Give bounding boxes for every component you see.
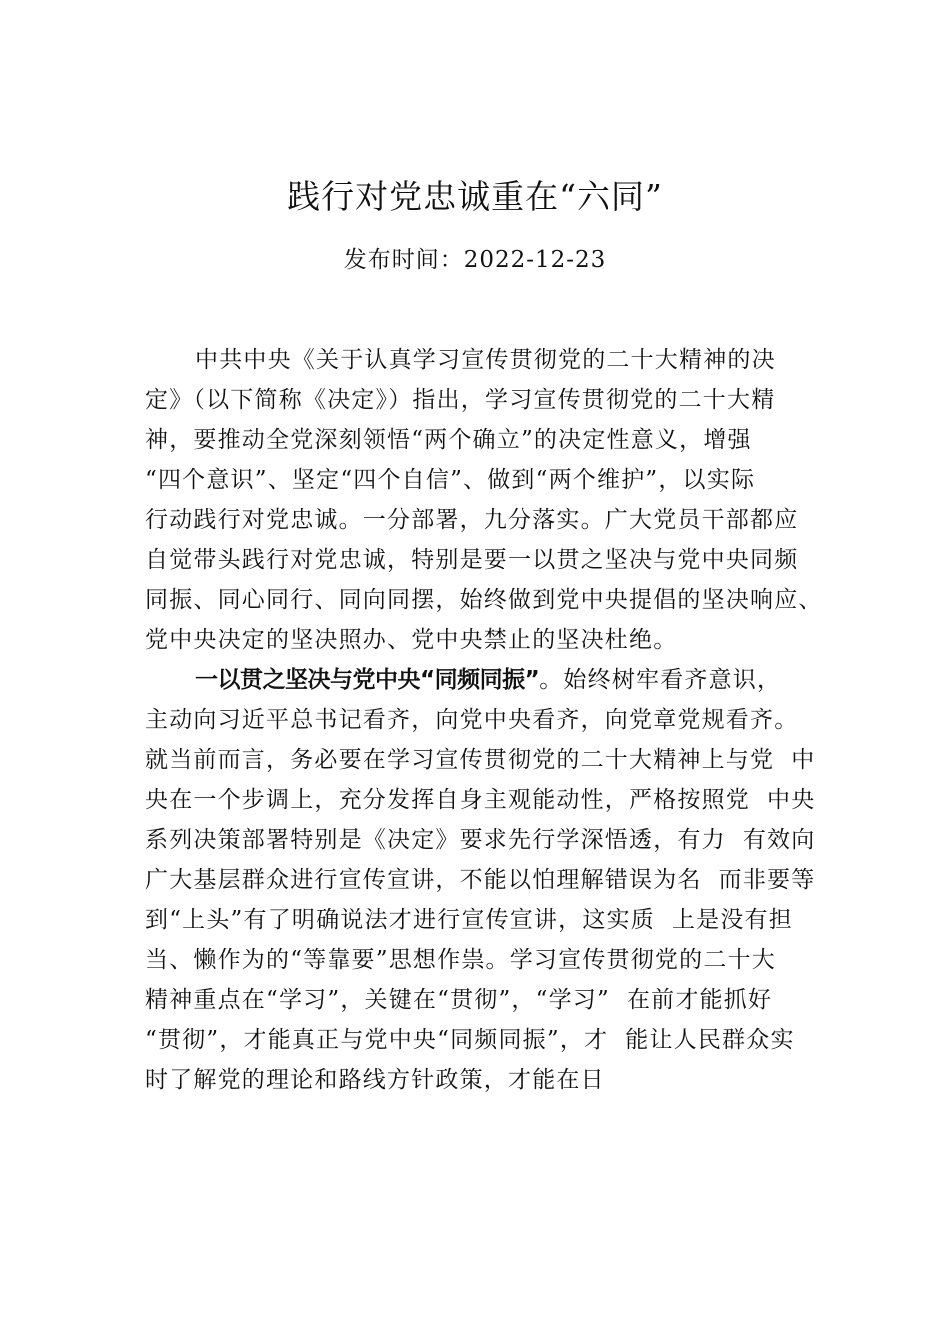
- text-line: 中共中央《关于认真学习宣传贯彻党的二十大精神的决: [195, 347, 776, 373]
- paragraph-2: [145, 660, 845, 1100]
- paragraph-1: [145, 340, 845, 660]
- document-title: 践行对党忠诚重在“六同”: [287, 177, 663, 216]
- section-heading-continuation: 。始终树牢看齐意识，: [539, 667, 782, 693]
- text-line: 到“上头”有了明确说法才进行宣传宣讲，这实质 上是没有担: [145, 907, 793, 933]
- text-line: 当、懒作为的“等靠要”思想作祟。学习宣传贯彻党的二十大: [145, 947, 776, 973]
- text-line: 党中央决定的坚决照办、党中央禁止的坚决杜绝。: [145, 627, 678, 653]
- text-line: “贯彻”，才能真正与党中央“同频同振”，才 能让人民群众实: [145, 1027, 795, 1053]
- paragraph-2-first-line: [145, 660, 845, 700]
- text-line: 央在一个步调上，充分发挥自身主观能动性，严格按照党 中央: [145, 787, 816, 813]
- text-line: 同振、同心同行、同向同摆，始终做到党中央提倡的坚决响应、: [145, 587, 823, 613]
- text-line: 系列决策部署特别是《决定》要求先行学深悟透，有力 有效向: [145, 827, 816, 853]
- document-body: [145, 340, 845, 1100]
- text-line: 定》（以下简称《决定》）指出，学习宣传贯彻党的二十大精: [145, 387, 776, 413]
- text-line: 行动践行对党忠诚。一分部署，九分落实。广大党员干部都应: [145, 507, 799, 533]
- text-line: 自觉带头践行对党忠诚，特别是要一以贯之坚决与党中央同频: [145, 547, 799, 573]
- text-line: 主动向习近平总书记看齐，向党中央看齐，向党章党规看齐。: [145, 707, 799, 733]
- text-line: 广大基层群众进行宣传宣讲，不能以怕理解错误为名 而非要等: [145, 867, 816, 893]
- text-line: “四个意识”、坚定“四个自信”、做到“两个维护”，以实际: [145, 467, 756, 493]
- publish-date: 发布时间：2022-12-23: [343, 247, 607, 273]
- text-line: 就当前而言，务必要在学习宣传贯彻党的二十大精神上与党 中: [145, 747, 816, 773]
- section-heading: 一以贯之坚决与党中央“同频同振”: [195, 667, 540, 693]
- text-line: 精神重点在“学习”，关键在“贯彻”，“学习” 在前才能抓好: [145, 987, 773, 1013]
- text-line: 神，要推动全党深刻领悟“两个确立”的决定性意义，增强: [145, 427, 752, 453]
- text-line: 时了解党的理论和路线方针政策，才能在日: [145, 1067, 605, 1093]
